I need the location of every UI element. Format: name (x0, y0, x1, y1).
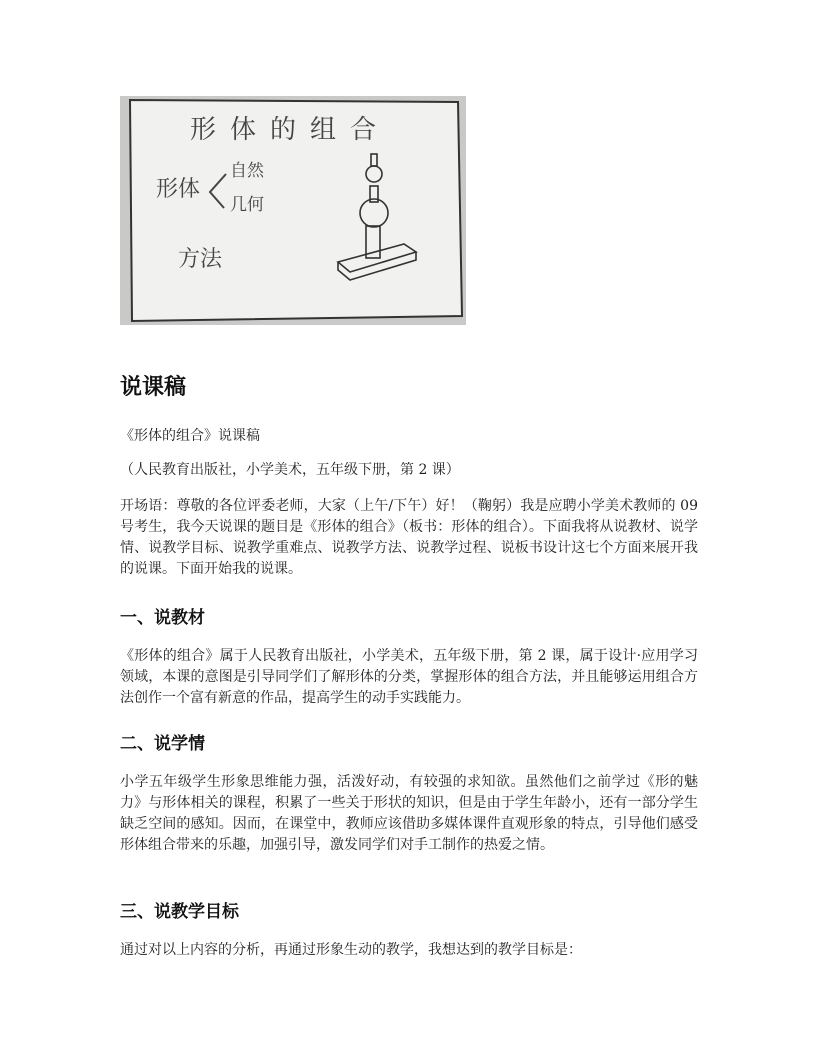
sketch-branch-b: 几何 (230, 195, 264, 215)
section-heading-objectives: 三、说教学目标 (120, 902, 239, 922)
section-heading-learners: 二、说学情 (120, 734, 205, 754)
section-body-objectives: 通过对以上内容的分析，再通过形象生动的教学，我想达到的教学目标是： (120, 942, 582, 958)
section-body-textbook: 《形体的组合》属于人民教育出版社，小学美术，五年级下册，第 2 课，属于设计·应用学习领域，本课的意图是引导同学们了解形体的分类，掌握形体的组合方法，并且能够运用组合方法创作一个富有新意的作品，提高学生的动手实践能力。 (120, 648, 698, 706)
opening-paragraph: 开场语：尊敬的各位评委老师，大家（上午/下午）好！（鞠躬）我是应聘小学美术教师的 09 号考生，我今天说课的题目是《形体的组合》（板书：形体的组合）。下面我将从说教材、说学情、说教学目标、说教学重难点、说教学方法、说教学过程、说板书设计这七个方面来展开我的说课。下面开始我的说课。 (120, 498, 698, 577)
page-title: 说课稿 (120, 375, 187, 400)
board-sketch-photo (120, 96, 466, 325)
lesson-subtitle: 《形体的组合》说课稿 (120, 428, 260, 444)
section-body-learners: 小学五年级学生形象思维能力强，活泼好动，有较强的求知欲。虽然他们之前学过《形的魅力》与形体相关的课程，积累了一些关于形状的知识，但是由于学生年龄小，还有一部分学生缺乏空间的感知。因而，在课堂中，教师应该借助多媒体课件直观形象的特点，引导他们感受形体组合带来的乐趣，加强引导，激发同学们对手工制作的热爱之情。 (120, 774, 698, 853)
sketch-branch-label: 形体 (156, 177, 201, 202)
sketch-drawing (120, 96, 466, 325)
publisher-line: （人民教育出版社，小学美术，五年级下册，第 2 课） (120, 462, 460, 478)
sketch-method-label: 方法 (178, 247, 223, 272)
sketch-branch-a: 自然 (230, 161, 264, 181)
sketch-title: 形体的组合 (190, 115, 391, 145)
section-heading-textbook: 一、说教材 (120, 608, 205, 628)
